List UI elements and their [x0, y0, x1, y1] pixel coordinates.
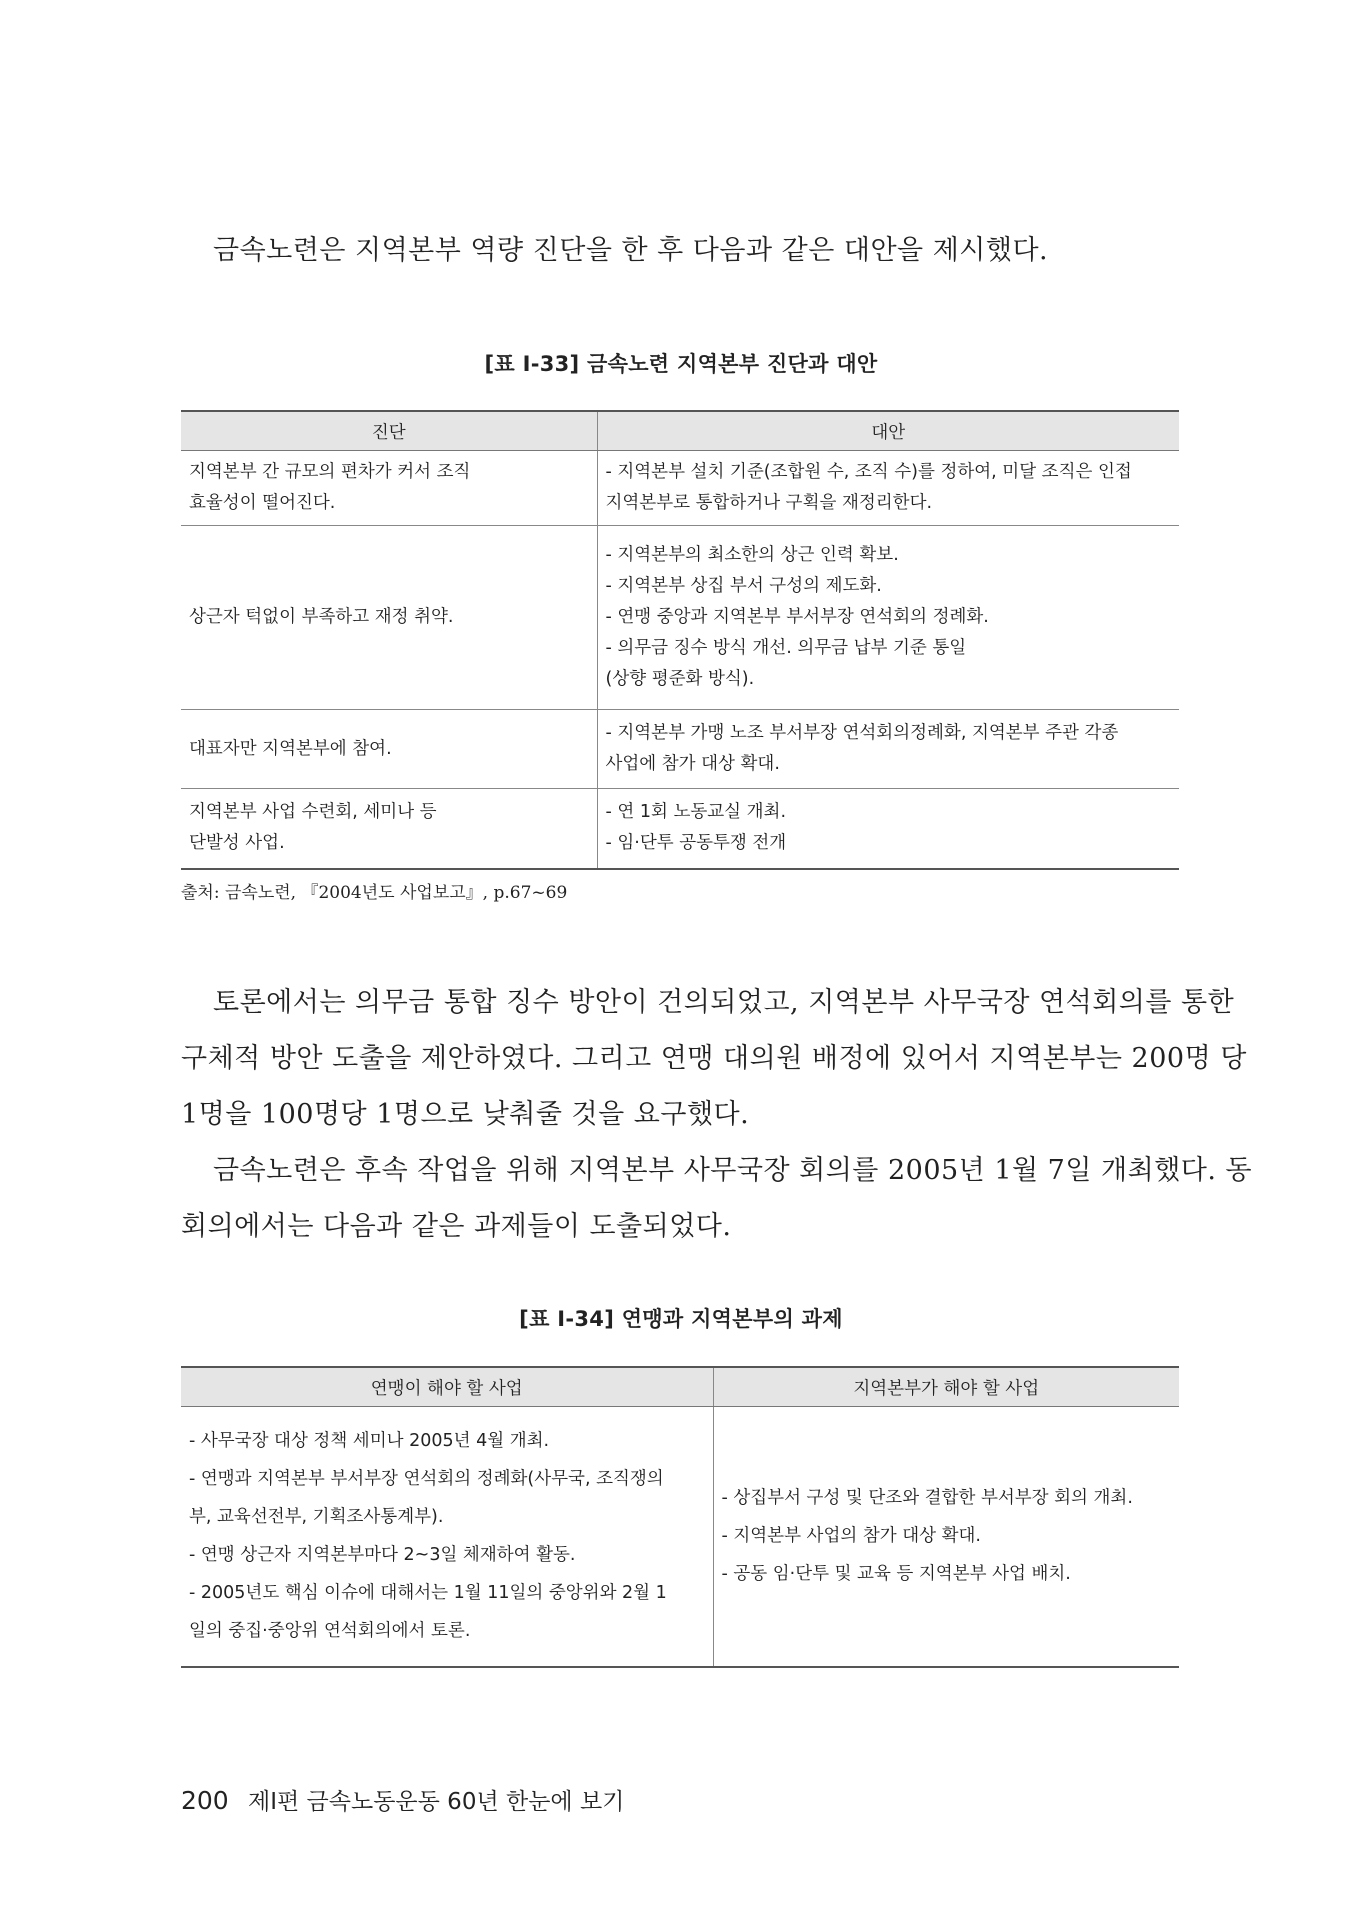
table2-cell: - 상집부서 구성 및 단조와 결합한 부서부장 회의 개최. - 지역본부 사업의 참가 대상 확대. - 공동 임·단투 및 교육 등 지역본부 사업 배치.: [713, 1407, 1179, 1667]
table1-cell: - 지역본부의 최소한의 상근 인력 확보. - 지역본부 상집 부서 구성의 제도화. - 연맹 중앙과 지역본부 부서부장 연석회의 정례화. - 의무금 징수 방식 개선. 의무금 납부 기준 통일 (상향 평준화 방식).: [597, 526, 1179, 710]
table2-caption: [표 Ⅰ-34] 연맹과 지역본부의 과제: [519, 1307, 843, 1331]
table-row: [181, 1407, 1179, 1667]
body-line: 1명을 100명당 1명으로 낮춰줄 것을 요구했다.: [181, 1099, 750, 1130]
table2: [181, 1366, 1179, 1668]
page-footer: [181, 1783, 624, 1816]
table1-cell: 상근자 턱없이 부족하고 재정 취약.: [181, 526, 597, 710]
table1: [181, 410, 1179, 870]
body-line: 구체적 방안 도출을 제안하였다. 그리고 연맹 대의원 배정에 있어서 지역본부는 200명 당: [181, 1043, 1247, 1074]
table-row: [181, 451, 1179, 526]
table-row: [181, 789, 1179, 869]
table-row: [181, 526, 1179, 710]
table-header-row: [181, 411, 1179, 451]
table1-caption: [표 Ⅰ-33] 금속노련 지역본부 진단과 대안: [484, 352, 878, 376]
table1-cell: 지역본부 사업 수련회, 세미나 등 단발성 사업.: [181, 789, 597, 869]
table1-cell: 지역본부 간 규모의 편차가 커서 조직 효율성이 떨어진다.: [181, 451, 597, 526]
table1-header-diagnosis: 진단: [181, 411, 597, 451]
body-line: 금속노련은 후속 작업을 위해 지역본부 사무국장 회의를 2005년 1월 7일 개최했다. 동: [213, 1155, 1253, 1186]
table-header-row: [181, 1367, 1179, 1407]
intro-paragraph: [181, 228, 1181, 267]
body-line: 토론에서는 의무금 통합 징수 방안이 건의되었고, 지역본부 사무국장 연석회의를 통한: [213, 987, 1235, 1018]
table1-cell: 대표자만 지역본부에 참여.: [181, 710, 597, 789]
running-title: 제Ⅰ편 금속노동운동 60년 한눈에 보기: [248, 1789, 625, 1815]
body-paragraphs: [181, 975, 1253, 1255]
table1-cell: - 지역본부 설치 기준(조합원 수, 조직 수)를 정하여, 미달 조직은 인접 지역본부로 통합하거나 구획을 재정리한다.: [597, 451, 1179, 526]
source-note: 출처: 금속노련, 『2004년도 사업보고』, p.67~69: [181, 883, 568, 903]
table2-cell: - 사무국장 대상 정책 세미나 2005년 4월 개최. - 연맹과 지역본부 부서부장 연석회의 정례화(사무국, 조직쟁의 부, 교육선전부, 기획조사통계부). - 연맹 상근자 지역본부마다 2~3일 체재하여 활동. - 2005년도 핵심 이슈에 대해서는 1월 11일의 중앙위와 2월 1 일의 중집·중앙위 연석회의에서 토론.: [181, 1407, 713, 1667]
table2-header-federation: 연맹이 해야 할 사업: [181, 1367, 713, 1407]
table1-cell: - 지역본부 가맹 노조 부서부장 연석회의정례화, 지역본부 주관 각종 사업에 참가 대상 확대.: [597, 710, 1179, 789]
intro-text: 금속노련은 지역본부 역량 진단을 한 후 다음과 같은 대안을 제시했다.: [213, 235, 1049, 266]
table1-header-alternative: 대안: [597, 411, 1179, 451]
table-row: [181, 710, 1179, 789]
page-number: 200: [181, 1786, 229, 1815]
table1-cell: - 연 1회 노동교실 개최. - 임·단투 공동투쟁 전개: [597, 789, 1179, 869]
table2-header-regional: 지역본부가 해야 할 사업: [713, 1367, 1179, 1407]
body-line: 회의에서는 다음과 같은 과제들이 도출되었다.: [181, 1211, 732, 1242]
